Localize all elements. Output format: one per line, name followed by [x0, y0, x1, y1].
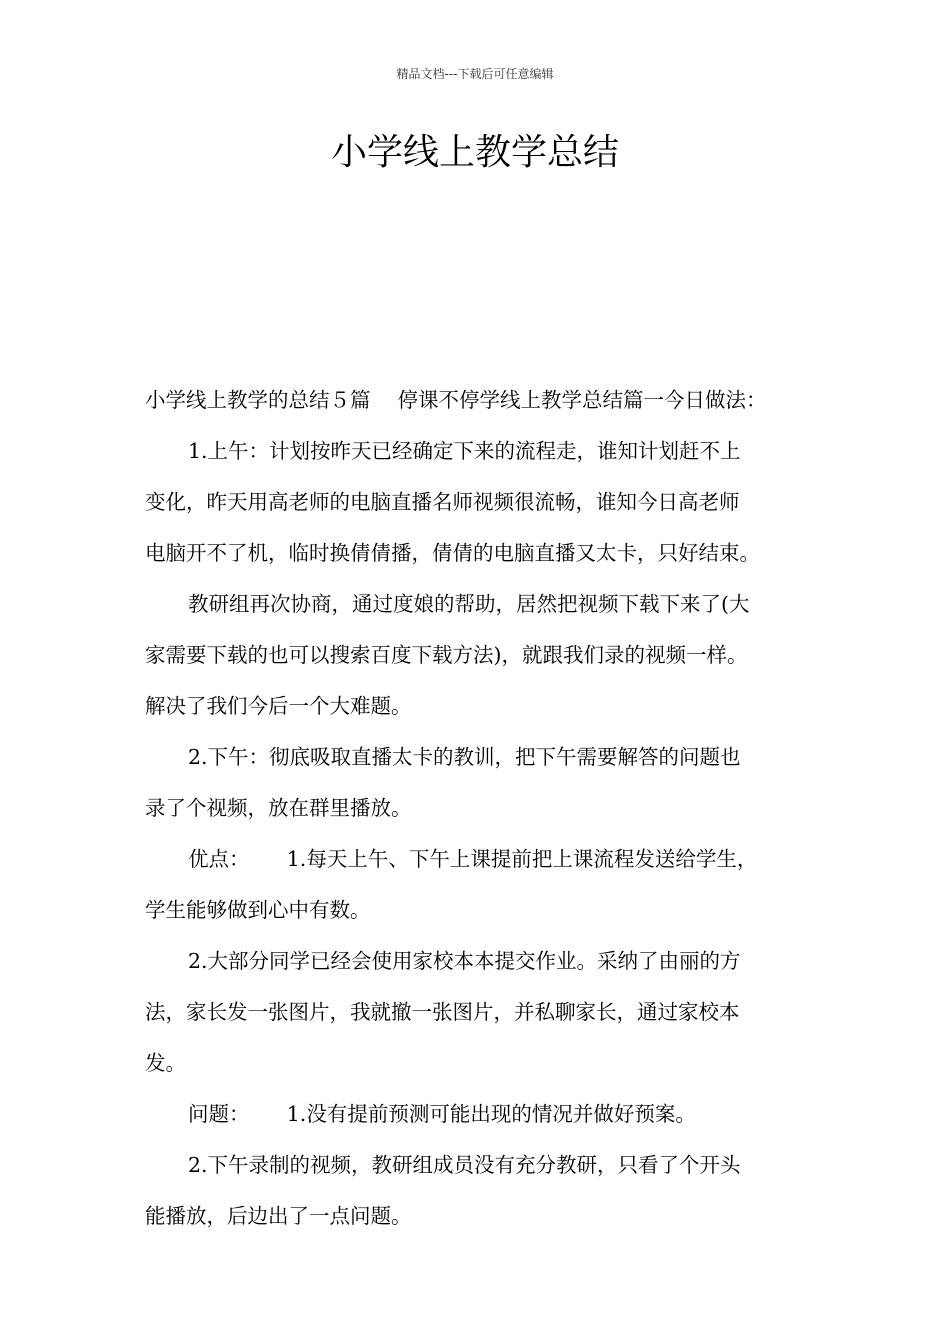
body-line: 小学线上教学的总结５篇 停课不停学线上教学总结篇一今日做法： [145, 388, 767, 412]
body-line: 教研组再次协商，通过度娘的帮助，居然把视频下载下来了(大 [188, 592, 750, 616]
body-line: 2.大部分同学已经会使用家校本本提交作业。采纳了由丽的方 [188, 949, 741, 973]
body-line: 法，家长发一张图片，我就撤一张图片，并私聊家长，通过家校本 [145, 1000, 740, 1024]
document-body [145, 375, 825, 1242]
body-line: 家需要下载的也可以搜索百度下载方法)，就跟我们录的视频一样。 [145, 643, 748, 667]
body-line: 问题： 1.没有提前预测可能出现的情况并做好预案。 [188, 1102, 696, 1126]
body-line: 学生能够做到心中有数。 [145, 898, 371, 922]
header-note: 精品文档---下载后可任意编辑 [396, 67, 554, 81]
body-line: 发。 [145, 1051, 186, 1075]
document-title: 小学线上教学总结 [330, 132, 619, 173]
body-line: 变化，昨天用高老师的电脑直播名师视频很流畅，谁知今日高老师 [145, 490, 740, 514]
body-line: 优点： 1.每天上午、下午上课提前把上课流程发送给学生， [188, 847, 758, 871]
body-line: 能播放，后边出了一点问题。 [145, 1204, 412, 1228]
body-line: 2.下午录制的视频，教研组成员没有充分教研，只看了个开头 [188, 1153, 741, 1177]
body-line: 1.上午：计划按昨天已经确定下来的流程走，谁知计划赶不上 [188, 439, 741, 463]
body-line: 电脑开不了机，临时换倩倩播，倩倩的电脑直播又太卡，只好结束。 [145, 541, 760, 565]
body-line: 解决了我们今后一个大难题。 [145, 694, 412, 718]
body-line: 录了个视频，放在群里播放。 [145, 796, 412, 820]
body-line: 2.下午：彻底吸取直播太卡的教训，把下午需要解答的问题也 [188, 745, 741, 769]
